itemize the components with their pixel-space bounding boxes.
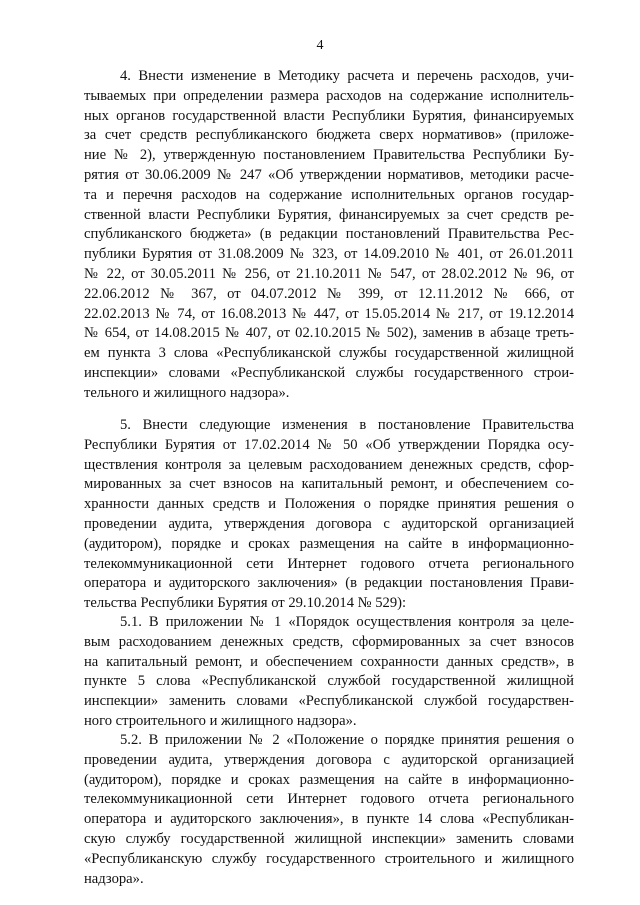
text-line: надзора». [84, 870, 144, 887]
text-line: мированных за счет взносов на капитальный ремонт, и обеспечением со- [84, 476, 574, 493]
text-line: тельного и жилищного надзора». [84, 384, 290, 401]
text-line: ных органов государственной власти Республики Бурятия, финансируемых [84, 107, 574, 124]
text-line: телекоммуникационной сети Интернет годового отчета регионального [84, 555, 574, 572]
text-line: 5.2. В приложении № 2 «Положение о порядке принятия решения о [120, 732, 574, 748]
paragraph-item-5 [84, 416, 574, 614]
text-line: ного строительного и жилищного надзора». [84, 712, 357, 729]
text-line: та и перечня расходов на содержание исполнительных органов государ- [84, 186, 574, 203]
text-line: пункте 5 слова «Республиканской службой государственной жилищной [84, 673, 574, 690]
text-line: 5. Внести следующие изменения в постановление Правительства [120, 417, 574, 433]
text-line: инспекции» заменить словами «Республиканской службой государствен- [84, 693, 574, 710]
text-line: проведении аудита, утверждения договора с аудиторской организацией [84, 751, 574, 768]
text-line: оператора и аудиторского заключения», в пункте 14 слова «Республикан- [84, 811, 574, 828]
text-line: на капитальный ремонт, и обеспечением сохранности данных средств», в [84, 653, 574, 670]
text-line: (аудитором), порядке и сроках размещения на сайте в информационно- [84, 535, 574, 552]
text-line: ние № 2), утвержденную постановлением Правительства Республики Бу- [84, 147, 574, 164]
text-line: телекоммуникационной сети Интернет годового отчета регионального [84, 791, 574, 808]
text-line: тываемых при определении размера расходов на содержание исполнитель- [84, 87, 574, 104]
text-line: тельства Республики Бурятия от 29.10.2014 № 529): [84, 595, 407, 612]
text-line: проведении аудита, утверждения договора с аудиторской организацией [84, 515, 574, 532]
paragraph-item-4 [84, 67, 574, 404]
paragraph-subitem-5-2 [84, 731, 574, 889]
text-line: спубликанского бюджета» (в редакции постановлений Правительства Рес- [84, 226, 574, 243]
text-line: 22.06.2012 № 367, от 04.07.2012 № 399, от 12.11.2012 № 666, от [84, 285, 574, 302]
text-line: «Республиканскую службу государственного строительного и жилищного [84, 850, 574, 867]
text-line: (аудитором), порядке и сроках размещения на сайте в информационно- [84, 771, 574, 788]
text-line: оператора и аудиторского заключения» (в редакции постановления Прави- [84, 575, 574, 592]
text-line: ществления контроля за целевым расходованием денежных средств, сфор- [84, 456, 574, 473]
text-line: публики Бурятия от 31.08.2009 № 323, от 14.09.2010 № 401, от 26.01.2011 [84, 246, 574, 263]
paragraph-subitem-5-1 [84, 613, 574, 732]
text-line: 22.02.2013 № 74, от 16.08.2013 № 447, от 15.05.2014 № 217, от 19.12.2014 [84, 305, 574, 322]
text-line: 5.1. В приложении № 1 «Порядок осуществления контроля за целе- [120, 614, 574, 630]
text-line: скую службу государственной жилищной инспекции» заменить словами [84, 830, 574, 847]
text-line: № 654, от 14.08.2015 № 407, от 02.10.2015 № 502), заменив в абзаце треть- [84, 325, 574, 342]
page-number: 4 [316, 38, 324, 53]
text-line: хранности данных средств и Положения о порядке принятия решения о [84, 496, 574, 513]
text-line: рятия от 30.06.2009 № 247 «Об утверждении нормативов, методики расче- [84, 166, 574, 183]
text-line: инспекции» словами «Республиканской службы государственного строи- [84, 364, 574, 381]
text-line: № 22, от 30.05.2011 № 256, от 21.10.2011 № 547, от 28.02.2012 № 96, от [84, 265, 574, 282]
text-line: вым расходованием денежных средств, сформированных за счет взносов [84, 633, 574, 650]
text-line: за счет средств республиканского бюджета сверх нормативов» (приложе- [84, 127, 574, 144]
text-line: 4. Внести изменение в Методику расчета и перечень расходов, учи- [120, 68, 574, 84]
text-line: ственной власти Республики Бурятия, финансируемых за счет средств ре- [84, 206, 574, 223]
text-line: ем пункта 3 слова «Республиканской службы государственной жилищной [84, 345, 574, 362]
text-line: Республики Бурятия от 17.02.2014 № 50 «Об утверждении Порядка осу- [84, 436, 574, 453]
